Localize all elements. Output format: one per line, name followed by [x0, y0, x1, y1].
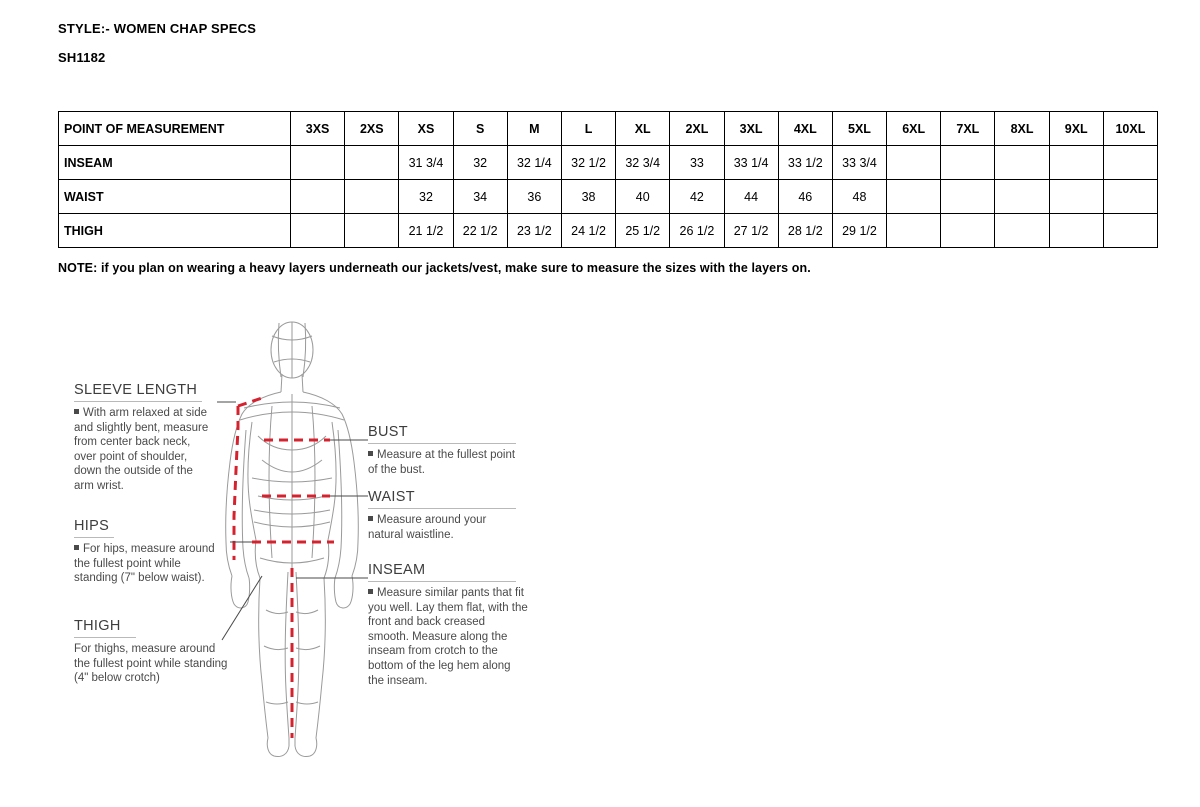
cell-waist-8xl: [995, 180, 1049, 214]
cell-thigh-6xl: [887, 214, 941, 248]
cell-inseam-5xl: 33 3/4: [832, 146, 886, 180]
cell-waist-7xl: [941, 180, 995, 214]
cell-thigh-s: 22 1/2: [453, 214, 507, 248]
size-chart-table-wrapper: [58, 111, 1158, 248]
callout-thigh-rule: [74, 637, 136, 638]
callout-thigh-body: For thighs, measure around the fullest point while standing (4" below crotch): [74, 643, 228, 685]
callout-bust-rule: [368, 443, 516, 444]
cell-inseam-3xs: [291, 146, 345, 180]
callout-waist-title: WAIST: [368, 489, 415, 505]
callout-hips-title: HIPS: [74, 518, 110, 534]
cell-thigh-m: 23 1/2: [507, 214, 561, 248]
column-header-s: S: [453, 112, 507, 146]
callout-bust-title: BUST: [368, 424, 408, 440]
column-header-8xl: 8XL: [995, 112, 1049, 146]
callout-sleeve-length-text: With arm relaxed at side and slightly bent, measure from center back neck, over point of shoulder, down the outside of the arm wrist.: [74, 407, 209, 492]
column-header-xl: XL: [616, 112, 670, 146]
cell-thigh-2xs: [345, 214, 399, 248]
cell-thigh-10xl: [1103, 214, 1157, 248]
cell-inseam-10xl: [1103, 146, 1157, 180]
column-header-10xl: 10XL: [1103, 112, 1157, 146]
document-header: [58, 20, 256, 67]
column-header-xs: XS: [399, 112, 453, 146]
cell-inseam-xl: 32 3/4: [616, 146, 670, 180]
cell-waist-5xl: 48: [832, 180, 886, 214]
cell-inseam-2xs: [345, 146, 399, 180]
column-header-3xs: 3XS: [291, 112, 345, 146]
cell-thigh-xl: 25 1/2: [616, 214, 670, 248]
table-row: [59, 214, 1158, 248]
style-code: SH1182: [58, 50, 106, 65]
cell-thigh-3xl: 27 1/2: [724, 214, 778, 248]
cell-waist-l: 38: [561, 180, 615, 214]
cell-waist-3xs: [291, 180, 345, 214]
callout-hips: [74, 518, 224, 586]
bullet-icon: [74, 545, 79, 550]
column-header-3xl: 3XL: [724, 112, 778, 146]
cell-inseam-7xl: [941, 146, 995, 180]
table-row: [59, 180, 1158, 214]
column-header-5xl: 5XL: [832, 112, 886, 146]
cell-waist-m: 36: [507, 180, 561, 214]
size-chart-table: [58, 111, 1158, 248]
column-header-6xl: 6XL: [887, 112, 941, 146]
callout-waist-body: [368, 513, 518, 542]
cell-thigh-3xs: [291, 214, 345, 248]
column-header-m: M: [507, 112, 561, 146]
callout-hips-body: [74, 542, 224, 586]
cell-waist-xs: 32: [399, 180, 453, 214]
bullet-icon: [368, 589, 373, 594]
cell-thigh-4xl: 28 1/2: [778, 214, 832, 248]
column-header-l: L: [561, 112, 615, 146]
callout-bust-text: Measure at the fullest point of the bust.: [368, 449, 516, 476]
callout-sleeve-length-rule: [74, 401, 202, 402]
bullet-icon: [368, 516, 373, 521]
callout-sleeve-length: [74, 382, 214, 494]
row-label-thigh: THIGH: [59, 214, 291, 248]
callout-inseam-text: Measure similar pants that fit you well. Lay them flat, with the front and back creased smooth. Measure along the inseam from crotch to the bottom of the leg hem along the inseam.: [368, 587, 528, 687]
cell-inseam-9xl: [1049, 146, 1103, 180]
callout-waist: [368, 489, 518, 542]
cell-waist-9xl: [1049, 180, 1103, 214]
column-header-2xs: 2XS: [345, 112, 399, 146]
cell-inseam-6xl: [887, 146, 941, 180]
callout-inseam-rule: [368, 581, 516, 582]
table-row: [59, 146, 1158, 180]
cell-thigh-2xl: 26 1/2: [670, 214, 724, 248]
callout-inseam: [368, 562, 528, 688]
cell-thigh-9xl: [1049, 214, 1103, 248]
measurement-guide-figure: [0, 310, 1200, 770]
callout-bust: [368, 424, 518, 477]
cell-inseam-l: 32 1/2: [561, 146, 615, 180]
cell-waist-xl: 40: [616, 180, 670, 214]
cell-thigh-xs: 21 1/2: [399, 214, 453, 248]
cell-inseam-3xl: 33 1/4: [724, 146, 778, 180]
cell-inseam-4xl: 33 1/2: [778, 146, 832, 180]
row-label-waist: WAIST: [59, 180, 291, 214]
callout-sleeve-length-body: [74, 406, 214, 494]
callout-sleeve-length-title: SLEEVE LENGTH: [74, 382, 198, 398]
cell-inseam-m: 32 1/4: [507, 146, 561, 180]
cell-waist-10xl: [1103, 180, 1157, 214]
column-header-4xl: 4XL: [778, 112, 832, 146]
cell-inseam-8xl: [995, 146, 1049, 180]
cell-thigh-l: 24 1/2: [561, 214, 615, 248]
column-header-7xl: 7XL: [941, 112, 995, 146]
bullet-icon: [368, 451, 373, 456]
row-label-inseam: INSEAM: [59, 146, 291, 180]
cell-waist-s: 34: [453, 180, 507, 214]
callout-thigh: [74, 618, 234, 686]
callout-hips-rule: [74, 537, 114, 538]
cell-waist-2xs: [345, 180, 399, 214]
cell-inseam-xs: 31 3/4: [399, 146, 453, 180]
cell-waist-6xl: [887, 180, 941, 214]
bullet-icon: [74, 409, 79, 414]
cell-inseam-s: 32: [453, 146, 507, 180]
callout-hips-text: For hips, measure around the fullest point while standing (7" below waist).: [74, 543, 215, 585]
column-header-pom: POINT OF MEASUREMENT: [59, 112, 291, 146]
table-header-row: [59, 112, 1158, 146]
cell-inseam-2xl: 33: [670, 146, 724, 180]
cell-thigh-5xl: 29 1/2: [832, 214, 886, 248]
callout-bust-body: [368, 448, 518, 477]
callout-thigh-title: THIGH: [74, 618, 121, 634]
callout-waist-text: Measure around your natural waistline.: [368, 514, 487, 541]
callout-inseam-title: INSEAM: [368, 562, 426, 578]
cell-waist-3xl: 44: [724, 180, 778, 214]
note-text: NOTE: if you plan on wearing a heavy layers underneath our jackets/vest, make sure to measure the sizes with the layers on.: [58, 261, 811, 275]
cell-thigh-7xl: [941, 214, 995, 248]
cell-waist-4xl: 46: [778, 180, 832, 214]
page-title: STYLE:- WOMEN CHAP SPECS: [58, 21, 257, 36]
cell-waist-2xl: 42: [670, 180, 724, 214]
column-header-9xl: 9XL: [1049, 112, 1103, 146]
callout-inseam-body: [368, 586, 528, 688]
cell-thigh-8xl: [995, 214, 1049, 248]
callout-waist-rule: [368, 508, 516, 509]
column-header-2xl: 2XL: [670, 112, 724, 146]
